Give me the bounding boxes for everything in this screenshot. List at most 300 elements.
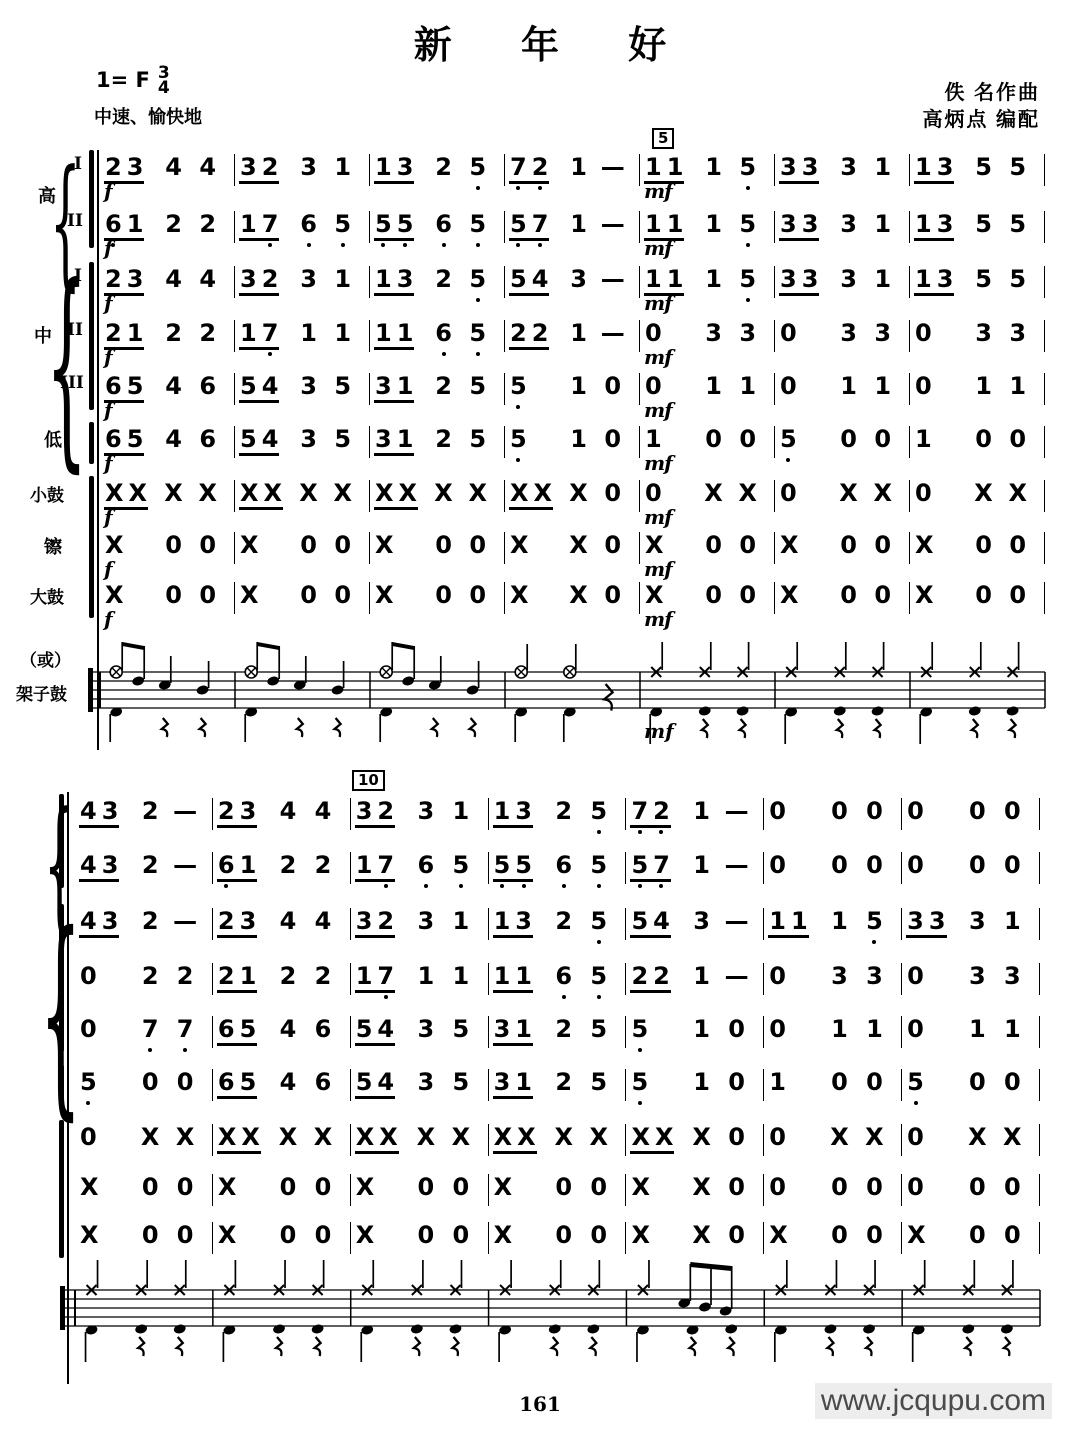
note-group xyxy=(830,908,849,935)
note-group xyxy=(644,532,665,559)
beat xyxy=(833,154,865,181)
beat xyxy=(718,798,763,825)
note-group xyxy=(164,154,183,181)
measure xyxy=(213,798,351,830)
beat xyxy=(370,532,428,559)
note-group xyxy=(299,426,318,453)
note-group xyxy=(569,211,588,238)
measure xyxy=(100,531,235,581)
beat xyxy=(961,963,993,990)
low-octave-dot xyxy=(341,243,345,247)
measure xyxy=(626,908,764,940)
note-group xyxy=(355,852,395,882)
beat xyxy=(685,1016,717,1043)
beat xyxy=(823,963,855,990)
beat xyxy=(685,1069,717,1096)
beat xyxy=(729,532,774,559)
note-digit: 5 xyxy=(469,372,487,400)
measure xyxy=(775,320,910,352)
note-group xyxy=(1008,154,1027,181)
note-digit: 0 xyxy=(435,581,452,609)
note-digit: 0 xyxy=(314,1173,332,1201)
note-digit: 3 xyxy=(515,907,532,935)
note-group xyxy=(974,266,993,293)
jianpu-row-zhong-I xyxy=(75,908,1040,942)
note-digit: 0 xyxy=(417,1173,435,1201)
note-digit: X xyxy=(105,479,124,507)
measure xyxy=(640,479,775,529)
jianpu-row-gao-II xyxy=(75,852,1040,886)
beat xyxy=(729,426,774,453)
note-digit: 3 xyxy=(493,1068,511,1096)
note-digit: 0 xyxy=(831,797,848,825)
beat xyxy=(910,480,968,507)
measure xyxy=(235,211,370,243)
note-digit: X xyxy=(517,1123,536,1151)
note-digit: X xyxy=(299,479,318,507)
note-digit: 2 xyxy=(653,798,670,824)
note-group xyxy=(176,1016,195,1043)
note-digit: 1 xyxy=(975,372,992,400)
beat xyxy=(75,1174,134,1201)
instrument-label-voice_II: II xyxy=(67,320,83,340)
note-digit: 0 xyxy=(141,1068,159,1096)
note-group xyxy=(703,480,724,507)
note-digit: 3 xyxy=(840,319,857,347)
beat xyxy=(459,320,504,347)
beat xyxy=(968,582,1000,609)
jianpu-row-gao-I xyxy=(100,153,1045,203)
note-group xyxy=(164,211,183,238)
note-group xyxy=(217,1069,257,1099)
beat xyxy=(764,1069,823,1096)
note-group xyxy=(509,266,549,296)
note-digit: 3 xyxy=(101,797,119,825)
note-group xyxy=(779,154,819,184)
note-digit: 6 xyxy=(300,211,317,237)
note-digit: 4 xyxy=(279,1015,297,1043)
beat xyxy=(968,320,1000,347)
dynamic-mf: mf xyxy=(644,557,672,581)
note-digit: 1 xyxy=(874,210,892,238)
note-group xyxy=(603,373,622,400)
note-group xyxy=(79,1174,100,1201)
beat xyxy=(718,1124,763,1151)
beat xyxy=(580,1222,625,1249)
note-digit: 0 xyxy=(728,1015,745,1043)
beat xyxy=(410,1174,442,1201)
low-octave-dot xyxy=(384,995,388,999)
note-digit: 1 xyxy=(239,962,257,990)
note-group xyxy=(738,154,757,181)
time-signature xyxy=(157,63,170,98)
beat xyxy=(304,852,349,879)
beat xyxy=(698,266,730,293)
beat xyxy=(640,426,698,453)
note-group xyxy=(906,852,925,879)
measure xyxy=(505,320,640,352)
note-group xyxy=(434,266,453,293)
note-group xyxy=(172,798,198,825)
note-group xyxy=(644,582,665,609)
note-group xyxy=(554,798,573,825)
beat xyxy=(775,266,833,296)
note-digit: 0 xyxy=(1003,1068,1021,1096)
note-digit: 0 xyxy=(831,1068,848,1096)
time-denominator: 4 xyxy=(157,78,170,98)
note-digit: 2 xyxy=(105,319,122,347)
note-digit: 0 xyxy=(866,797,883,825)
beat xyxy=(272,1069,304,1096)
beat xyxy=(902,852,961,879)
system2-gao-bar xyxy=(59,794,64,888)
note-group xyxy=(164,373,183,400)
note-digit: X xyxy=(780,581,799,609)
note-group xyxy=(914,211,954,241)
note-digit: 0 xyxy=(80,962,97,990)
note-digit: 0 xyxy=(840,425,857,453)
beat xyxy=(304,798,349,825)
note-digit: 0 xyxy=(769,1123,786,1151)
note-digit: 0 xyxy=(604,581,622,609)
note-group xyxy=(973,480,994,507)
note-group xyxy=(468,266,487,293)
note-digit: 0 xyxy=(279,1221,297,1249)
beat xyxy=(910,373,968,400)
note-group xyxy=(176,1069,195,1096)
note-digit: 0 xyxy=(915,372,932,400)
note-group xyxy=(79,1222,100,1249)
beat xyxy=(902,1124,961,1151)
note-digit: X xyxy=(631,1123,650,1151)
note-group xyxy=(768,1124,787,1151)
note-group xyxy=(493,1124,537,1154)
note-digit: 5 xyxy=(126,425,144,453)
beat xyxy=(718,963,763,990)
beat xyxy=(910,532,968,559)
note-group xyxy=(1003,1016,1022,1043)
note-group xyxy=(493,1016,533,1046)
note-digit: 0 xyxy=(1009,531,1027,559)
note-group xyxy=(839,426,858,453)
beat xyxy=(272,798,304,825)
note-digit: X xyxy=(80,1173,99,1201)
measure xyxy=(764,852,902,884)
note-group xyxy=(839,154,858,181)
note-group xyxy=(914,320,933,347)
beat xyxy=(293,426,325,453)
note-digit: 5 xyxy=(907,1069,924,1095)
beat xyxy=(351,908,410,938)
note-digit: 1 xyxy=(866,1015,883,1043)
note-group xyxy=(768,1174,787,1201)
note-digit: 1 xyxy=(840,372,857,400)
beat xyxy=(999,320,1044,347)
note-group xyxy=(727,1222,746,1249)
note-digit: 0 xyxy=(866,851,883,879)
note-group xyxy=(198,266,217,293)
instrument-label-xiaogu: 小鼓 xyxy=(30,486,64,505)
note-digit: X xyxy=(780,531,799,559)
beat xyxy=(428,266,460,293)
note-group xyxy=(974,426,993,453)
note-digit: 6 xyxy=(218,852,235,878)
low-octave-dot xyxy=(516,405,520,409)
note-digit: 7 xyxy=(262,211,279,237)
beat xyxy=(442,963,487,990)
note-group xyxy=(588,1124,609,1151)
measure xyxy=(235,266,370,298)
note-digit: X xyxy=(375,531,394,559)
measure xyxy=(75,908,213,940)
beat xyxy=(910,211,968,241)
note-digit: 0 xyxy=(975,581,992,609)
low-octave-dot xyxy=(638,884,642,888)
note-digit: 0 xyxy=(176,1221,194,1249)
beat xyxy=(626,1124,685,1154)
note-digit: 1 xyxy=(375,265,392,293)
low-octave-dot xyxy=(746,186,750,190)
beat xyxy=(563,320,595,347)
note-digit: 6 xyxy=(105,211,122,237)
beat xyxy=(410,798,442,825)
instrument-label-drumkit_alt: （或） xyxy=(20,651,71,670)
note-group xyxy=(554,1222,573,1249)
measure xyxy=(370,266,505,298)
page-title: 新 年 好 xyxy=(413,22,695,67)
measure xyxy=(213,1069,351,1101)
note-digit: 3 xyxy=(375,425,392,453)
measure xyxy=(505,266,640,298)
note-group xyxy=(452,1016,471,1043)
beat xyxy=(833,320,865,347)
note-digit: 2 xyxy=(435,372,452,400)
note-digit: 0 xyxy=(199,531,217,559)
beat xyxy=(764,1124,823,1151)
note-group xyxy=(906,1069,925,1096)
note-digit: 5 xyxy=(1009,153,1027,181)
measure xyxy=(626,1124,764,1156)
note-group xyxy=(872,480,893,507)
measure xyxy=(902,1016,1040,1048)
note-digit: 1 xyxy=(666,153,684,181)
note-digit: 1 xyxy=(1009,372,1027,400)
beat xyxy=(910,320,968,347)
note-digit: 1 xyxy=(452,907,470,935)
note-group xyxy=(468,211,487,238)
note-digit: 1 xyxy=(570,425,587,453)
beat xyxy=(580,908,625,935)
note-digit: 3 xyxy=(417,1068,435,1096)
note-digit: 4 xyxy=(80,851,97,879)
beat xyxy=(189,211,234,238)
note-group xyxy=(1008,426,1027,453)
note-digit: 0 xyxy=(199,581,217,609)
note-digit: 4 xyxy=(80,797,97,825)
note-digit: 0 xyxy=(469,531,487,559)
beat xyxy=(134,1069,166,1096)
measure xyxy=(764,1174,902,1206)
note-digit: 2 xyxy=(217,797,235,825)
note-group xyxy=(704,211,723,238)
note-group xyxy=(333,211,352,238)
beat xyxy=(999,426,1044,453)
measure xyxy=(775,373,910,405)
beat xyxy=(563,266,595,293)
note-group xyxy=(914,582,935,609)
note-group xyxy=(830,963,849,990)
note-digit: 1 xyxy=(396,319,414,347)
beat xyxy=(718,908,763,935)
note-digit: 3 xyxy=(300,265,317,293)
note-group xyxy=(355,1124,399,1154)
note-digit: 0 xyxy=(176,1173,194,1201)
composer-credit: 佚 名作曲 xyxy=(944,82,1040,104)
note-digit: — xyxy=(173,851,198,879)
beat xyxy=(910,426,968,453)
note-digit: 1 xyxy=(334,153,352,181)
dynamic-mf: mf xyxy=(644,398,672,422)
note-group xyxy=(1008,373,1027,400)
note-group xyxy=(914,426,933,453)
note-digit: 1 xyxy=(355,962,373,990)
measure xyxy=(505,426,640,458)
beat xyxy=(442,1069,487,1096)
note-digit: 3 xyxy=(239,907,257,935)
note-group xyxy=(493,908,533,938)
low-octave-dot xyxy=(659,830,663,834)
note-group xyxy=(509,320,549,350)
note-digit: 1 xyxy=(1003,1015,1021,1043)
note-group xyxy=(914,266,954,296)
note-digit: 0 xyxy=(728,1173,745,1201)
time-numerator: 3 xyxy=(157,63,170,83)
note-digit: 1 xyxy=(240,319,257,347)
note-digit: 2 xyxy=(532,154,549,180)
note-digit: 5 xyxy=(975,153,992,181)
beat xyxy=(833,426,865,453)
note-digit: — xyxy=(600,265,625,293)
note-group xyxy=(589,798,608,825)
note-digit: 1 xyxy=(515,1015,532,1043)
note-group xyxy=(569,154,588,181)
instrument-label-dagu: 大鼓 xyxy=(30,588,64,607)
beat xyxy=(505,154,563,184)
note-digit: 1 xyxy=(693,962,710,990)
staff-notation xyxy=(60,1260,1040,1362)
measure xyxy=(75,1124,213,1156)
note-digit: 1 xyxy=(375,153,392,181)
note-digit: 0 xyxy=(968,1173,986,1201)
beat xyxy=(994,908,1039,935)
note-group xyxy=(865,1069,884,1096)
note-digit: 3 xyxy=(240,265,257,293)
note-digit: 5 xyxy=(1009,210,1027,238)
note-group xyxy=(600,320,626,347)
note-group xyxy=(589,852,608,879)
note-digit: 1 xyxy=(645,265,662,293)
note-group xyxy=(865,1174,884,1201)
beat xyxy=(775,211,833,241)
note-group xyxy=(79,852,119,882)
measure xyxy=(910,373,1045,405)
note-digit: 3 xyxy=(840,153,857,181)
low-octave-dot xyxy=(183,1048,187,1052)
note-digit: 7 xyxy=(142,1016,159,1042)
note-digit: 3 xyxy=(705,319,722,347)
note-digit: 3 xyxy=(300,425,317,453)
note-group xyxy=(141,1174,160,1201)
beat xyxy=(864,480,909,507)
beat xyxy=(213,852,272,882)
note-digit: 3 xyxy=(936,153,954,181)
note-digit: 1 xyxy=(645,153,662,181)
note-digit: 5 xyxy=(510,426,527,452)
note-digit: 6 xyxy=(314,1068,332,1096)
note-group xyxy=(452,963,471,990)
note-digit: 0 xyxy=(645,479,662,507)
beat xyxy=(685,1222,717,1249)
measure xyxy=(626,852,764,884)
note-digit: 1 xyxy=(645,210,662,238)
measure xyxy=(902,908,1040,940)
note-digit: 0 xyxy=(975,531,992,559)
beat xyxy=(698,582,730,609)
note-digit: 5 xyxy=(239,1015,257,1043)
measure xyxy=(640,319,775,369)
low-octave-dot xyxy=(516,186,520,190)
note-digit: 5 xyxy=(240,372,257,400)
note-digit: 0 xyxy=(604,531,622,559)
note-group xyxy=(79,1016,98,1043)
note-digit: 5 xyxy=(631,1069,648,1095)
note-group xyxy=(779,211,819,241)
low-octave-dot xyxy=(442,352,446,356)
note-group xyxy=(738,532,757,559)
note-digit: 0 xyxy=(769,1015,786,1043)
note-digit: 3 xyxy=(355,907,373,935)
measure xyxy=(775,532,910,564)
beat xyxy=(856,1124,901,1151)
note-group xyxy=(434,532,453,559)
note-group xyxy=(355,1069,395,1099)
note-digit: 1 xyxy=(915,265,932,293)
note-digit: 1 xyxy=(874,153,892,181)
note-digit: X xyxy=(217,1221,237,1249)
note-digit: X xyxy=(416,1123,436,1151)
note-group xyxy=(417,1222,436,1249)
low-octave-dot xyxy=(522,884,526,888)
beat xyxy=(548,1222,580,1249)
measure xyxy=(505,154,640,186)
note-group xyxy=(333,426,352,453)
note-digit: 0 xyxy=(452,1173,470,1201)
dynamic-f: f xyxy=(104,451,112,475)
note-digit: 5 xyxy=(355,1068,373,1096)
note-digit: 3 xyxy=(396,153,414,181)
measure xyxy=(640,581,775,631)
beat xyxy=(864,426,909,453)
note-digit: X xyxy=(554,1123,573,1151)
note-digit: 1 xyxy=(915,210,932,238)
note-group xyxy=(279,1016,298,1043)
note-digit: X xyxy=(451,1123,471,1151)
measure xyxy=(213,1124,351,1156)
note-group xyxy=(239,480,283,510)
low-octave-dot xyxy=(597,995,601,999)
beat xyxy=(75,852,134,882)
note-group xyxy=(630,1124,674,1154)
